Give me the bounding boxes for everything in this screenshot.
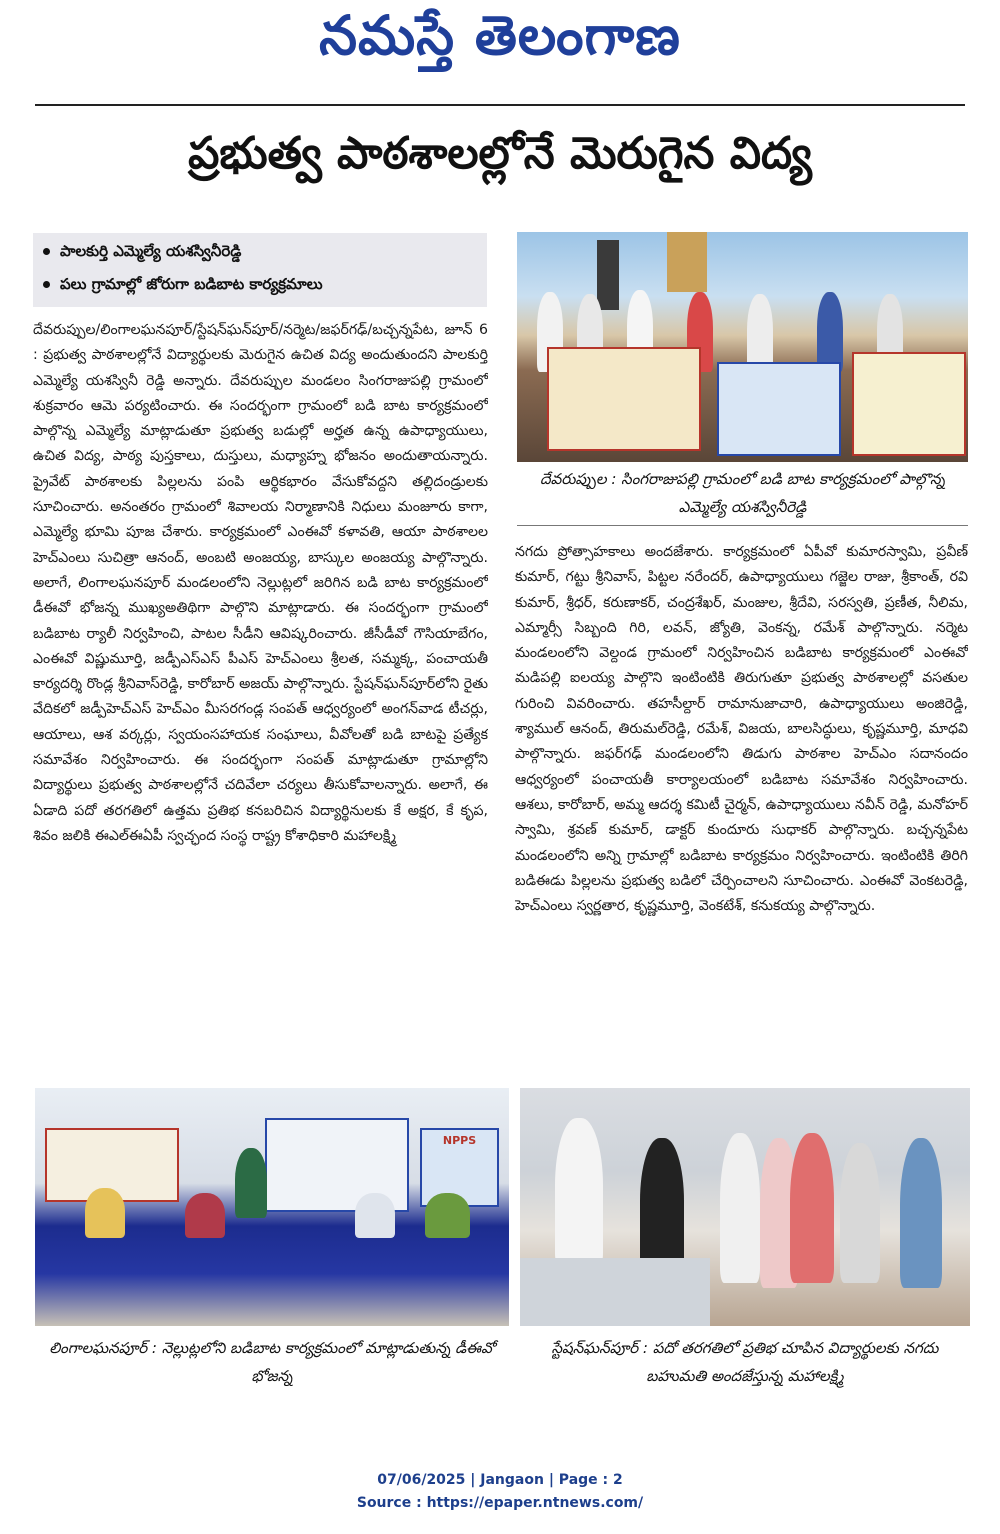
speaker-figure xyxy=(235,1148,267,1218)
highlight-text: పాలకుర్తి ఎమ్మెల్యే యశస్వినీరెడ్డి xyxy=(60,242,242,260)
bullet-icon xyxy=(43,281,50,288)
highlight-item xyxy=(43,275,323,297)
footer-source: Source : https://epaper.ntnews.com/ xyxy=(356,1495,644,1511)
masthead-divider xyxy=(35,104,965,106)
person-figure xyxy=(185,1193,225,1238)
highlights-box xyxy=(33,233,487,307)
highlight-item xyxy=(43,242,241,264)
photo-banner xyxy=(717,362,841,456)
statue xyxy=(667,232,707,292)
person-figure xyxy=(640,1138,684,1278)
table xyxy=(520,1258,710,1326)
article-body-right-column: నగదు ప్రోత్సాహకాలు అందజేశారు. కార్యక్రమంలో ఏపీవో కుమారస్వామి, ప్రవీణ్ కుమార్, గట్టు శ్రీనివాస్, పిట్టల నరేందర్, ఉపాధ్యాయులు గజ్జెల రాజు, శ్రీకాంత్, రవి కుమార్, శ్రీధర్, కరుణాకర్, చంద్రశేఖర్, మంజుల, శ్రీదేవి, సరస్వతి, ప్రణీత, నీలిమ, ఎమ్మార్సీ సిబ్బంది గిరి, లవన్, జ్యోతి, వెంకన్న, రమేశ్ పాల్గొన్నారు. నర్మెట మండలంలోని వెల్దండ గ్రామంలో నిర్వహించిన బడిబాట కార్యక్రమంలో ఎంఈవో మడిపల్లి ఐలయ్య పాల్గొని ఇంటింటికి తిరుగుతూ ప్రభుత్వ పాఠశాలల్లో వసతుల గురించి వివరించారు. తహసీల్దార్ రామానుజాచారి, ఉపాధ్యాయులు అంజిరెడ్డి, శ్యాముల్ ఆనంద్, తిరుమల్‌రెడ్డి, రమేశ్, విజయ, బాలసిద్ధులు, కృష్ణమూర్తి, మాధవి పాల్గొన్నారు. జఫర్‌గఢ్ మండలంలోని తిడుగు పాఠశాల హెచ్‌ఎం సదానందం ఆధ్వర్యంలో పంచాయతీ కార్యాలయంలో బడిబాట సమావేశం నిర్వహించారు. ఆశలు, కారోబార్, అమ్మ ఆదర్శ కమిటీ చైర్మన్, ఉపాధ్యాయులు నవీన్ రెడ్డి, మనోహర్ స్వామి, శ్రవణ్ కుమార్, డాక్టర్ కుందూరు సుధాకర్ పాల్గొన్నారు. బచ్చన్నపేట మండలంలోని అన్ని గ్రామాల్లో బడిబాట కార్యక్రమం నిర్వహించారు. ఇంటింటికి తిరిగి బడిఈడు పిల్లలను ప్రభుత్వ బడిలో చేర్పించాలని సూచించారు. ఎంఈవో వెంకటరెడ్డి, హెచ్‌ఎంలు స్వర్ణతార, కృష్ణమూర్తి, వెంకటేశ్, కనుకయ్య పాల్గొన్నారు. xyxy=(515,544,968,915)
footer-dateline: 07/06/2025 | Jangaon | Page : 2 xyxy=(377,1472,623,1488)
photo-station-ghanpur-prize xyxy=(520,1088,970,1326)
photo-caption: దేవరుప్పుల : సింగరాజుపల్లి గ్రామంలో బడి బాట కార్యక్రమంలో పాల్గొన్న ఎమ్మెల్యే యశస్వినీరెడ్డి xyxy=(540,470,945,516)
person-figure xyxy=(817,292,843,372)
person-figure xyxy=(840,1143,880,1283)
person-figure xyxy=(555,1118,603,1268)
newspaper-masthead: నమస్తే తెలంగాణ xyxy=(319,4,681,67)
person-figure xyxy=(85,1188,125,1238)
person-figure xyxy=(900,1138,942,1288)
person-figure xyxy=(355,1193,395,1238)
banner-text: NPPS xyxy=(442,1134,477,1147)
photo-banner xyxy=(852,352,966,456)
article-headline: ప్రభుత్వ పాఠశాలల్లోనే మెరుగైన విద్య xyxy=(188,128,812,179)
photo-caption: లింగాలఘనపూర్ : నెల్లుట్లలోని బడిబాట కార్యక్రమంలో మాట్లాడుతున్న డీఈవో భోజన్న xyxy=(49,1339,495,1385)
photo-singarajupalli-badibata xyxy=(517,232,968,462)
article-body-left-column: దేవరుప్పుల/లింగాలఘనపూర్/స్టేషన్‌ఘన్‌పూర్/నర్మెట/జఫర్‌గఢ్/బచ్చన్నపేట, జూన్ 6 : ప్రభుత్వ పాఠశాలల్లోనే విద్యార్థులకు మెరుగైన ఉచిత విద్య అందుతుందని పాలకుర్తి ఎమ్మెల్యే యశస్వినీ రెడ్డి అన్నారు. దేవరుప్పుల మండలం సింగరాజుపల్లి గ్రామంలో శుక్రవారం ఆమె పర్యటించారు. ఈ సందర్భంగా గ్రామంలో బడి బాట కార్యక్రమంలో పాల్గొన్న ఎమ్మెల్యే మాట్లాడుతూ ప్రభుత్వ బడుల్లో అర్హత ఉన్న ఉపాధ్యాయులు, ఉచిత విద్య, పాఠ్య పుస్తకాలు, దుస్తులు, మధ్యాహ్న భోజనం అందుతాయన్నారు. ప్రైవేట్ పాఠశాలకు పిల్లలను పంపి ఆర్థికభారం వేసుకోవద్దని తల్లిదండ్రులకు సూచించారు. అనంతరం గ్రామంలో శివాలయ నిర్మాణానికి నిధులు మంజూరు కాగా, ఎమ్మెల్యే భూమి పూజ చేశారు. కార్యక్రమంలో ఎంఈవో కళావతి, ఆయా పాఠశాలల హెచ్‌ఎంలు సుచిత్రా ఆనంద్, అంబటి అంజయ్య, బాస్కుల అంజయ్య పాల్గొన్నారు. అలాగే, లింగాలఘనపూర్ మండలంలోని నెల్లుట్లలో జరిగిన బడి బాట కార్యక్రమంలో డీఈవో భోజన్న ముఖ్యఅతిథిగా పాల్గొని మాట్లాడారు. ఈ సందర్భంగా గ్రామంలో బడిబాట ర్యాలీ నిర్వహించి, పాటల సీడీని ఆవిష్కరించారు. జీసీడీవో గౌసియాబేగం, ఎంఈవో విష్ణుమూర్తి, జడ్పీఎస్‌ఎస్ పీఎస్ హెచ్‌ఎంలు శ్రీలత, సమ్మక్క, పంచాయతీ కార్యదర్శి రొండ్ల శ్రీనివాస్‌రెడ్డి, కారోబార్ అజయ్ పాల్గొన్నారు. స్టేషన్‌ఘన్‌పూర్‌లోని రైతు వేదికలో జడ్పీహెచ్‌ఎస్ హెచ్‌ఎం మీసరగండ్ల సంపత్ ఆధ్వర్యంలో అంగన్‌వాడ టీచర్లు, ఆయాలు, ఆశ వర్కర్లు, స్వయంసహాయక సంఘాలు, వీవోలతో బడి బాటపై ప్రత్యేక సమావేశం నిర్వహించారు. ఈ సందర్భంగా సంపత్ మాట్లాడుతూ గ్రామాల్లోని విద్యార్థులు ప్రభుత్వ పాఠశాలల్లోనే చదివేలా చర్యలు తీసుకోవాలన్నారు. అలాగే, ఈ ఏడాది పదో తరగతిలో ఉత్తమ ప్రతిభ కనబరిచిన విద్యార్థినులకు కే అక్షర, కే కృప, శివం జలికి ఈఎల్‌ఈఏపీ స్వచ్ఛంద సంస్థ రాష్ట్ర కోశాధికారి మహాలక్ష్మి xyxy=(33,322,488,844)
statue-pillar xyxy=(597,240,619,310)
caption-divider xyxy=(517,525,968,526)
person-figure xyxy=(720,1133,760,1283)
photo-caption: స్టేషన్‌ఘన్‌పూర్ : పదో తరగతిలో ప్రతిభ చూపిన విద్యార్థులకు నగదు బహుమతి అందజేస్తున్న మహాలక్ష్మి xyxy=(551,1339,939,1385)
highlight-text: పలు గ్రామాల్లో జోరుగా బడిబాట కార్యక్రమాలు xyxy=(60,275,323,293)
bullet-icon xyxy=(43,248,50,255)
photo-banner xyxy=(547,347,701,451)
photo-nellutla-deo-speech xyxy=(35,1088,509,1326)
person-figure xyxy=(425,1193,470,1238)
person-figure xyxy=(790,1133,834,1283)
